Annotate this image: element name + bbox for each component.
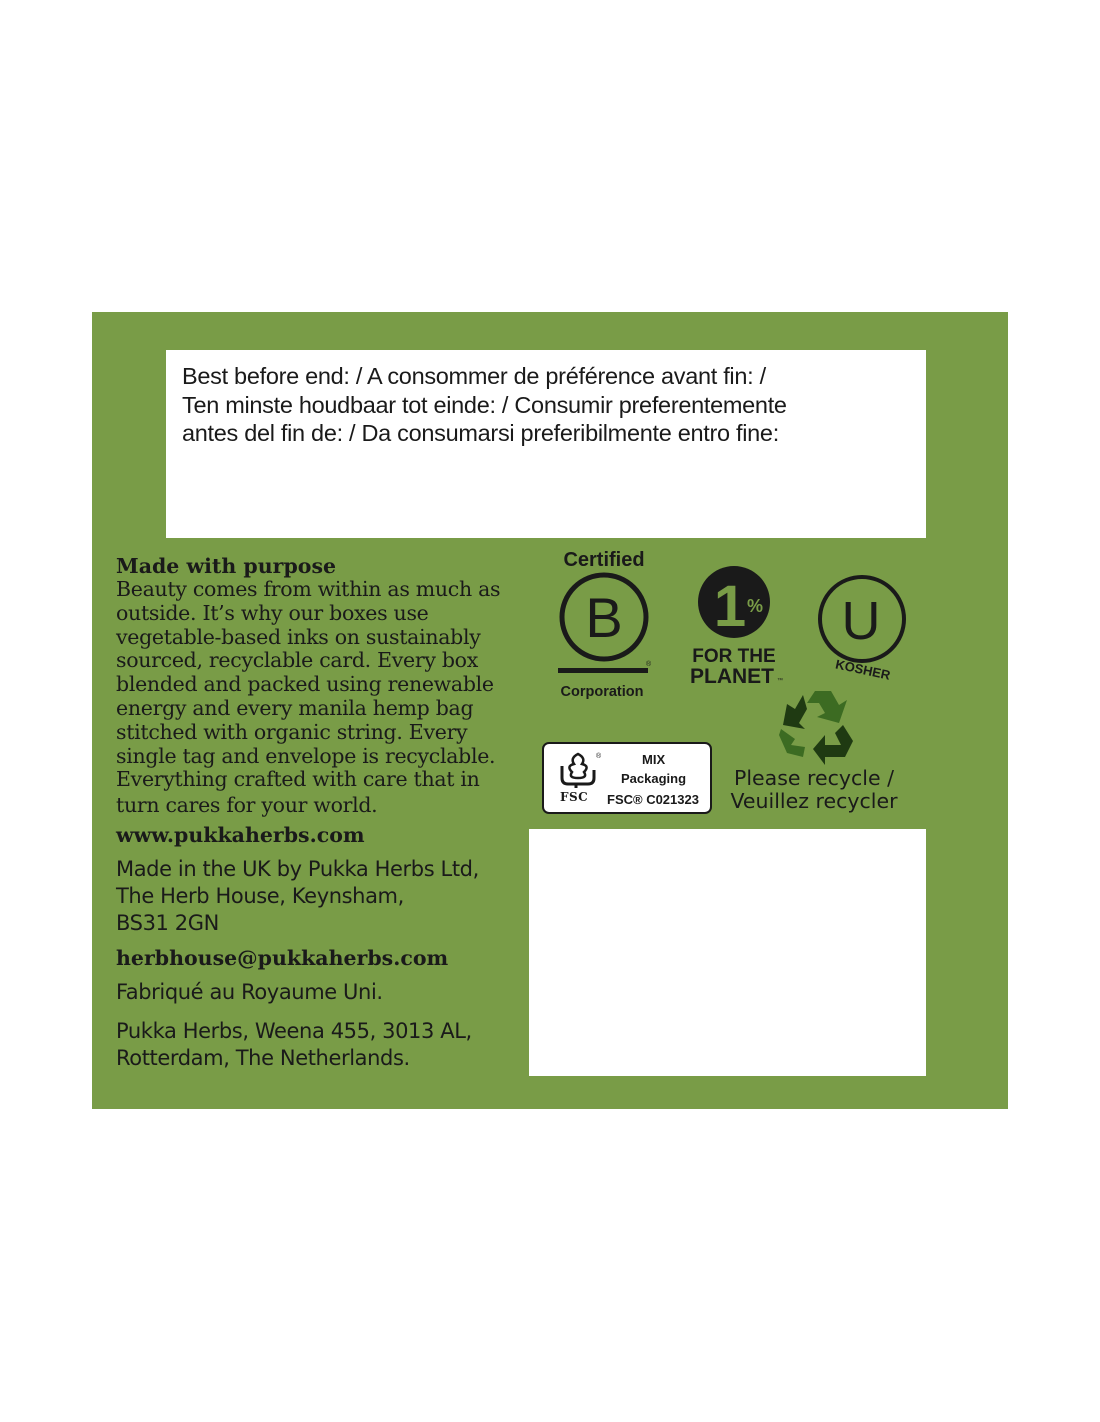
purpose-line: blended and packed using renewable [116, 672, 494, 697]
purpose-line: stitched with organic string. Every [116, 719, 468, 744]
best-before-line: Ten minste houdbaar tot einde: / Consumir preferentemente [182, 391, 787, 418]
purpose-line: turn cares for your world. [116, 793, 378, 818]
best-before-line: Best before end: / A consommer de préférence avant fin: / [182, 363, 766, 389]
blank-label-box [529, 829, 926, 1076]
fabrique-text [116, 979, 546, 1006]
fsc-tree-icon [554, 748, 602, 790]
purpose-line: Everything crafted with care that in [116, 767, 480, 792]
best-before-box [166, 350, 926, 538]
fsc-packaging: Packaging [621, 771, 687, 786]
nl-address-block [116, 1018, 546, 1072]
recycle-text [704, 767, 924, 813]
purpose-line: Beauty comes from within as much as [116, 577, 501, 601]
best-before-line: antes del fin de: / Da consumarsi preferibilmente entro fine: [182, 420, 779, 446]
purpose-line: energy and every manila hemp bag [116, 695, 474, 720]
email-link[interactable]: herbhouse@pukkaherbs.com [116, 945, 449, 970]
bcorp-reg: ® [646, 661, 652, 668]
purpose-column [116, 554, 546, 1072]
nl-address-line: Pukka Herbs, Weena 455, 3013 AL, [116, 1018, 472, 1043]
label-panel [92, 312, 1008, 1109]
bcorp-letter: B [585, 586, 623, 649]
fabrique-line: Fabriqué au Royaume Uni. [116, 979, 383, 1004]
fsc-reg: ® [596, 753, 602, 760]
recycle-line-fr: Veuillez recycler [730, 789, 898, 813]
purpose-body [116, 578, 546, 818]
kosher-logo [816, 574, 916, 684]
address-line: BS31 2GN [116, 910, 219, 935]
recycle-line-en: Please recycle / [733, 766, 895, 790]
fsc-label [542, 742, 712, 814]
nl-address-line: Rotterdam, The Netherlands. [116, 1045, 410, 1070]
kosher-letter: U [841, 591, 881, 651]
purpose-line: single tag and envelope is recyclable. [116, 743, 496, 768]
bcorp-corporation-text: Corporation [560, 684, 644, 700]
one-percent-logo [682, 564, 792, 689]
purpose-title: Made with purpose [116, 554, 337, 578]
for-the-text: FOR THE [692, 646, 776, 667]
b-corp-logo [550, 544, 660, 704]
fsc-word: FSC [560, 790, 589, 804]
planet-text: PLANET [690, 665, 774, 688]
planet-tm: ™ [777, 678, 783, 684]
address-block [116, 856, 546, 937]
address-line: The Herb House, Keynsham, [116, 883, 404, 908]
purpose-line: vegetable-based inks on sustainably [116, 624, 481, 649]
kosher-text: KOSHER [834, 656, 892, 683]
best-before-text [182, 362, 912, 448]
address-line: Made in the UK by Pukka Herbs Ltd, [116, 856, 479, 881]
purpose-line: outside. It’s why our boxes use [116, 600, 429, 625]
recycle-icon [773, 687, 857, 767]
website-link[interactable]: www.pukkaherbs.com [116, 822, 365, 847]
one-percent-symbol: % [746, 596, 764, 616]
one-percent-number: 1 [713, 574, 747, 639]
purpose-line: sourced, recyclable card. Every box [116, 648, 478, 673]
fsc-mix: MIX [642, 752, 666, 767]
fsc-code: FSC® C021323 [607, 792, 699, 807]
bcorp-certified-text: Certified [563, 549, 645, 571]
